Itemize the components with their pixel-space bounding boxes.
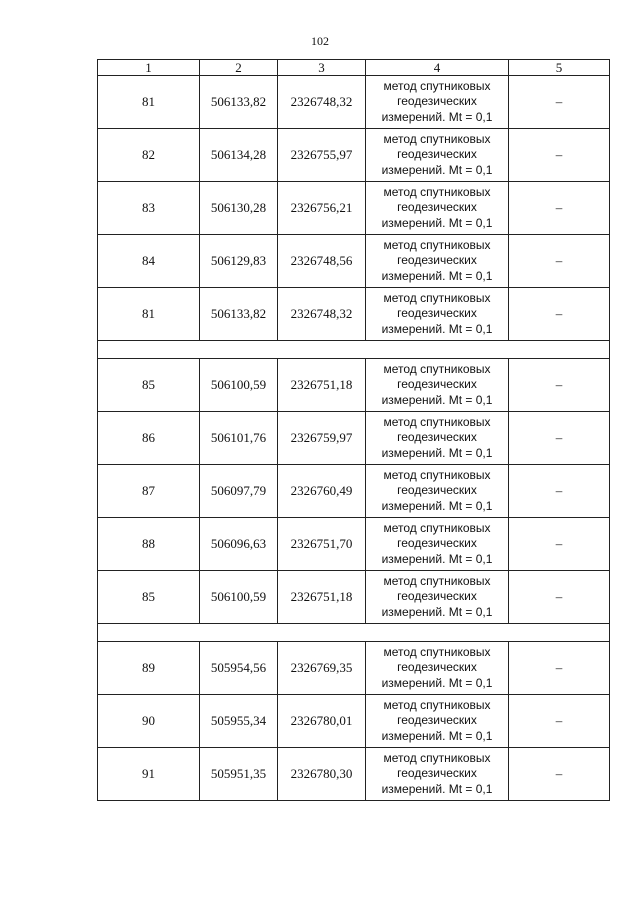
note-cell: – bbox=[509, 359, 610, 412]
y-coordinate-cell: 2326748,56 bbox=[278, 235, 366, 288]
point-number-cell: 91 bbox=[98, 748, 200, 801]
table-row bbox=[98, 571, 610, 624]
y-coordinate-cell: 2326751,18 bbox=[278, 359, 366, 412]
method-line: геодезических bbox=[397, 536, 477, 551]
y-coordinate-cell: 2326760,49 bbox=[278, 465, 366, 518]
method-line: метод спутниковых bbox=[383, 520, 491, 535]
method-line: геодезических bbox=[397, 660, 477, 675]
header-row bbox=[98, 60, 610, 76]
table-row bbox=[98, 76, 610, 129]
x-coordinate-cell: 506101,76 bbox=[200, 412, 278, 465]
method-line: метод спутниковых bbox=[383, 290, 491, 305]
method-cell bbox=[366, 182, 509, 235]
group-separator-row bbox=[98, 341, 610, 359]
table-row bbox=[98, 518, 610, 571]
point-number-cell: 85 bbox=[98, 359, 200, 412]
method-line: метод спутниковых bbox=[383, 573, 491, 588]
method-line: измерений. Mt = 0,1 bbox=[381, 215, 493, 230]
method-line: геодезических bbox=[397, 713, 477, 728]
point-number-cell: 88 bbox=[98, 518, 200, 571]
note-cell: – bbox=[509, 748, 610, 801]
point-number-cell: 90 bbox=[98, 695, 200, 748]
method-line: измерений. Mt = 0,1 bbox=[381, 498, 493, 513]
note-cell: – bbox=[509, 571, 610, 624]
coordinates-table bbox=[97, 59, 610, 801]
table-row bbox=[98, 235, 610, 288]
y-coordinate-cell: 2326748,32 bbox=[278, 76, 366, 129]
method-line: метод спутниковых bbox=[383, 237, 491, 252]
x-coordinate-cell: 506129,83 bbox=[200, 235, 278, 288]
x-coordinate-cell: 506130,28 bbox=[200, 182, 278, 235]
method-line: метод спутниковых bbox=[383, 78, 491, 93]
method-cell bbox=[366, 465, 509, 518]
x-coordinate-cell: 506097,79 bbox=[200, 465, 278, 518]
note-cell: – bbox=[509, 129, 610, 182]
method-line: метод спутниковых bbox=[383, 467, 491, 482]
method-line: геодезических bbox=[397, 306, 477, 321]
y-coordinate-cell: 2326751,18 bbox=[278, 571, 366, 624]
method-cell bbox=[366, 748, 509, 801]
method-cell bbox=[366, 642, 509, 695]
method-line: метод спутниковых bbox=[383, 697, 491, 712]
note-cell: – bbox=[509, 642, 610, 695]
x-coordinate-cell: 506133,82 bbox=[200, 288, 278, 341]
header-cell: 1 bbox=[98, 60, 200, 76]
note-cell: – bbox=[509, 695, 610, 748]
y-coordinate-cell: 2326759,97 bbox=[278, 412, 366, 465]
note-cell: – bbox=[509, 412, 610, 465]
method-cell bbox=[366, 288, 509, 341]
note-cell: – bbox=[509, 465, 610, 518]
y-coordinate-cell: 2326756,21 bbox=[278, 182, 366, 235]
method-line: измерений. Mt = 0,1 bbox=[381, 445, 493, 460]
separator-cell bbox=[98, 624, 610, 642]
header-cell: 4 bbox=[366, 60, 509, 76]
method-line: измерений. Mt = 0,1 bbox=[381, 392, 493, 407]
separator-cell bbox=[98, 341, 610, 359]
point-number-cell: 84 bbox=[98, 235, 200, 288]
method-line: геодезических bbox=[397, 766, 477, 781]
method-line: измерений. Mt = 0,1 bbox=[381, 268, 493, 283]
table-row bbox=[98, 748, 610, 801]
table-row bbox=[98, 412, 610, 465]
method-line: измерений. Mt = 0,1 bbox=[381, 675, 493, 690]
page-number: 102 bbox=[311, 34, 329, 48]
table-row bbox=[98, 182, 610, 235]
method-line: геодезических bbox=[397, 200, 477, 215]
note-cell: – bbox=[509, 76, 610, 129]
method-line: измерений. Mt = 0,1 bbox=[381, 551, 493, 566]
method-line: измерений. Mt = 0,1 bbox=[381, 109, 493, 124]
x-coordinate-cell: 505951,35 bbox=[200, 748, 278, 801]
method-line: измерений. Mt = 0,1 bbox=[381, 604, 493, 619]
table-row bbox=[98, 359, 610, 412]
method-cell bbox=[366, 571, 509, 624]
header-cell: 2 bbox=[200, 60, 278, 76]
method-cell bbox=[366, 76, 509, 129]
method-line: измерений. Mt = 0,1 bbox=[381, 781, 493, 796]
point-number-cell: 83 bbox=[98, 182, 200, 235]
method-line: геодезических bbox=[397, 377, 477, 392]
method-cell bbox=[366, 412, 509, 465]
method-cell bbox=[366, 695, 509, 748]
point-number-cell: 81 bbox=[98, 288, 200, 341]
point-number-cell: 81 bbox=[98, 76, 200, 129]
y-coordinate-cell: 2326751,70 bbox=[278, 518, 366, 571]
method-line: измерений. Mt = 0,1 bbox=[381, 321, 493, 336]
method-line: метод спутниковых bbox=[383, 131, 491, 146]
point-number-cell: 86 bbox=[98, 412, 200, 465]
method-line: метод спутниковых bbox=[383, 184, 491, 199]
point-number-cell: 85 bbox=[98, 571, 200, 624]
y-coordinate-cell: 2326748,32 bbox=[278, 288, 366, 341]
header-cell: 3 bbox=[278, 60, 366, 76]
method-line: метод спутниковых bbox=[383, 361, 491, 376]
x-coordinate-cell: 506133,82 bbox=[200, 76, 278, 129]
x-coordinate-cell: 506134,28 bbox=[200, 129, 278, 182]
method-cell bbox=[366, 129, 509, 182]
method-line: метод спутниковых bbox=[383, 750, 491, 765]
method-cell bbox=[366, 518, 509, 571]
y-coordinate-cell: 2326755,97 bbox=[278, 129, 366, 182]
y-coordinate-cell: 2326780,01 bbox=[278, 695, 366, 748]
point-number-cell: 87 bbox=[98, 465, 200, 518]
point-number-cell: 89 bbox=[98, 642, 200, 695]
method-line: метод спутниковых bbox=[383, 644, 491, 659]
note-cell: – bbox=[509, 518, 610, 571]
note-cell: – bbox=[509, 235, 610, 288]
method-line: метод спутниковых bbox=[383, 414, 491, 429]
method-line: геодезических bbox=[397, 147, 477, 162]
method-line: геодезических bbox=[397, 483, 477, 498]
x-coordinate-cell: 505955,34 bbox=[200, 695, 278, 748]
note-cell: – bbox=[509, 288, 610, 341]
method-line: геодезических bbox=[397, 94, 477, 109]
header-cell: 5 bbox=[509, 60, 610, 76]
method-line: геодезических bbox=[397, 589, 477, 604]
table-row bbox=[98, 695, 610, 748]
method-line: геодезических bbox=[397, 430, 477, 445]
method-line: геодезических bbox=[397, 253, 477, 268]
group-separator-row bbox=[98, 624, 610, 642]
x-coordinate-cell: 506096,63 bbox=[200, 518, 278, 571]
method-line: измерений. Mt = 0,1 bbox=[381, 728, 493, 743]
table-body bbox=[98, 76, 610, 801]
table-row bbox=[98, 129, 610, 182]
table-row bbox=[98, 288, 610, 341]
x-coordinate-cell: 505954,56 bbox=[200, 642, 278, 695]
point-number-cell: 82 bbox=[98, 129, 200, 182]
note-cell: – bbox=[509, 182, 610, 235]
method-cell bbox=[366, 359, 509, 412]
y-coordinate-cell: 2326769,35 bbox=[278, 642, 366, 695]
x-coordinate-cell: 506100,59 bbox=[200, 359, 278, 412]
table-row bbox=[98, 465, 610, 518]
y-coordinate-cell: 2326780,30 bbox=[278, 748, 366, 801]
method-cell bbox=[366, 235, 509, 288]
x-coordinate-cell: 506100,59 bbox=[200, 571, 278, 624]
table-row bbox=[98, 642, 610, 695]
method-line: измерений. Mt = 0,1 bbox=[381, 162, 493, 177]
